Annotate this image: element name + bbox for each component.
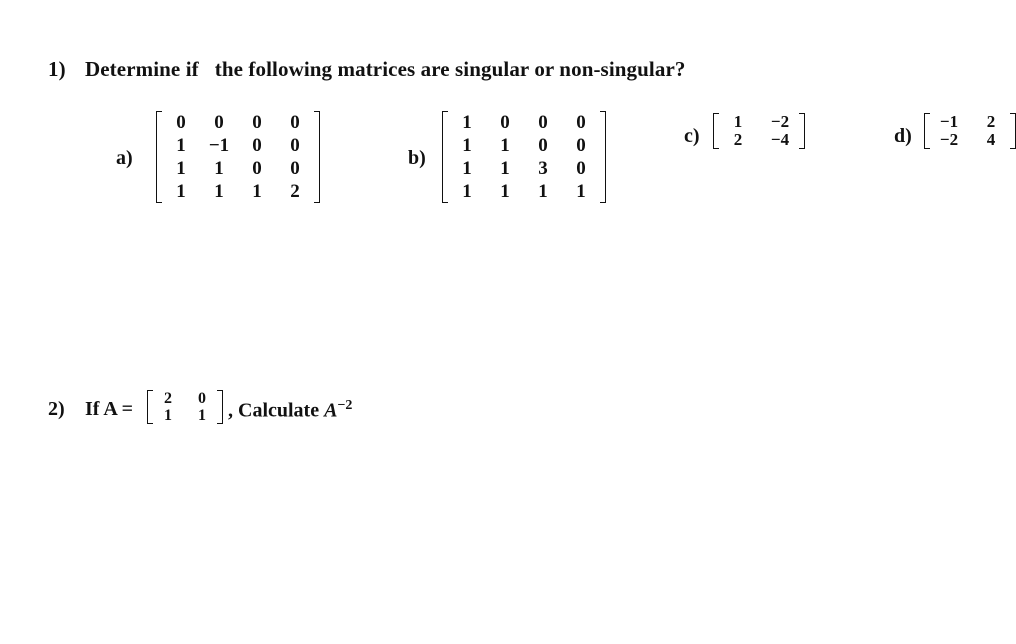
- right-bracket: [217, 390, 223, 424]
- part-b-label: b): [408, 147, 426, 169]
- matrix-c: [713, 113, 805, 149]
- matrix-b-cell-r4c1: 1: [462, 181, 472, 202]
- left-bracket: [924, 113, 930, 149]
- matrix-a-cell-r4c4: 2: [290, 181, 300, 202]
- question-1-text: Determine if the following matrices are singular or non-singular?: [85, 57, 686, 81]
- matrix-a-cell-r4c2: 1: [214, 181, 224, 202]
- question-2-suffix: , Calculate: [228, 399, 325, 422]
- matrix-b-cell-r2c2: 1: [500, 135, 510, 156]
- question-2-exponent: −2: [337, 398, 353, 413]
- right-bracket: [1010, 113, 1016, 149]
- matrix-b-cell-r1c4: 0: [576, 112, 586, 133]
- matrix-d-cell-r1c2: 2: [986, 112, 996, 131]
- question-2-prefix: [48, 398, 139, 421]
- matrix-q2-cell-r2c1: 1: [164, 407, 172, 424]
- matrix-d-cell-r2c2: 4: [986, 130, 996, 149]
- matrix-d: [924, 113, 1016, 149]
- matrix-b-cell-r1c2: 0: [500, 112, 510, 133]
- left-bracket: [442, 111, 448, 203]
- matrix-q2-cell-r1c2: 0: [198, 390, 206, 407]
- question-1-number: 1): [48, 57, 66, 81]
- matrix-a-cell-r3c3: 0: [252, 158, 262, 179]
- left-bracket: [156, 111, 162, 203]
- right-bracket: [799, 113, 805, 149]
- matrix-a-cell-r1c2: 0: [214, 112, 224, 133]
- matrix-a: [156, 111, 320, 203]
- matrix-a-cell-r3c1: 1: [176, 158, 186, 179]
- matrix-a-cell-r3c2: 1: [214, 158, 224, 179]
- left-bracket: [713, 113, 719, 149]
- matrix-b-cell-r2c3: 0: [538, 135, 548, 156]
- part-c-label: c): [684, 125, 700, 147]
- left-bracket: [147, 390, 153, 424]
- matrix-a-cell-r1c3: 0: [252, 112, 262, 133]
- matrix-a-cell-r1c1: 0: [176, 112, 186, 133]
- matrix-q2: [147, 390, 223, 424]
- matrix-b-cell-r3c4: 0: [576, 158, 586, 179]
- matrix-b-cell-r2c4: 0: [576, 135, 586, 156]
- matrix-d-cell-r2c1: −2: [939, 130, 959, 149]
- matrix-b-cell-r3c2: 1: [500, 158, 510, 179]
- matrix-b: [442, 111, 606, 203]
- matrix-c-cell-r1c2: −2: [770, 112, 790, 131]
- matrix-a-cell-r2c4: 0: [290, 135, 300, 156]
- question-2-instruction: [228, 398, 352, 423]
- matrix-c-cell-r2c2: −4: [770, 130, 790, 149]
- matrix-a-cell-r4c1: 1: [176, 181, 186, 202]
- matrix-c-cell-r2c1: 2: [733, 130, 743, 149]
- matrix-b-cell-r2c1: 1: [462, 135, 472, 156]
- matrix-a-cell-r2c3: 0: [252, 135, 262, 156]
- matrix-q2-cell-r2c2: 1: [198, 407, 206, 424]
- matrix-d-cell-r1c1: −1: [939, 112, 959, 131]
- matrix-q2-cell-r1c1: 2: [164, 390, 172, 407]
- question-2-number: 2): [48, 398, 65, 420]
- matrix-b-cell-r4c3: 1: [538, 181, 548, 202]
- part-a-label: a): [116, 147, 133, 169]
- matrix-b-cell-r3c1: 1: [462, 158, 472, 179]
- matrix-b-cell-r1c3: 0: [538, 112, 548, 133]
- right-bracket: [600, 111, 606, 203]
- matrix-a-cell-r4c3: 1: [252, 181, 262, 202]
- question-1-heading: [48, 57, 685, 82]
- question-2-variable: A: [324, 399, 338, 422]
- part-d-label: d): [894, 125, 912, 147]
- matrix-a-cell-r1c4: 0: [290, 112, 300, 133]
- right-bracket: [314, 111, 320, 203]
- matrix-a-cell-r2c1: 1: [176, 135, 186, 156]
- question-2-if-a: If A =: [85, 398, 134, 420]
- matrix-b-cell-r4c2: 1: [500, 181, 510, 202]
- matrix-c-cell-r1c1: 1: [733, 112, 743, 131]
- matrix-b-cell-r3c3: 3: [538, 158, 548, 179]
- matrix-b-cell-r4c4: 1: [576, 181, 586, 202]
- matrix-a-cell-r2c2: −1: [208, 135, 230, 156]
- matrix-b-cell-r1c1: 1: [462, 112, 472, 133]
- matrix-a-cell-r3c4: 0: [290, 158, 300, 179]
